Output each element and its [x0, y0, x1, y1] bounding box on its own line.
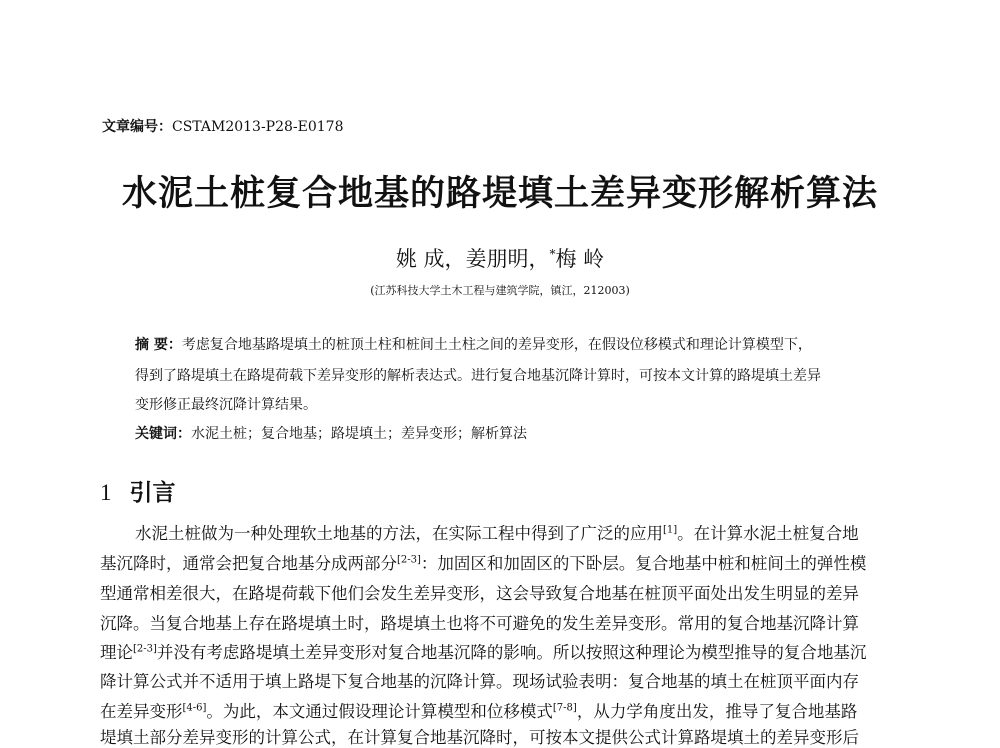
author-corresponding: 梅 岭: [555, 247, 605, 271]
abstract-text-1: 考虑复合地基路堤填土的桩顶土柱和桩间土土柱之间的差异变形，在假设位移模式和理论计算模型下，: [181, 337, 812, 353]
body-text: ：加固区和加固区的下卧层。复合地基中桩和桩间土的弹性模: [420, 554, 867, 573]
body-text: 。为此，本文通过假设理论计算模型和位移模式: [206, 702, 553, 721]
body-line-2: [100, 550, 866, 574]
body-line-8: 堤填土部分差异变形的计算公式，在计算复合地基沉降时，可按本文提供公式计算路堤填土的差异变形后: [100, 728, 859, 747]
body-text: 。在计算水泥土桩复合地: [677, 524, 859, 543]
abstract-line-3: 变形修正最终沉降计算结果。: [135, 397, 317, 413]
paper-title: 水泥土桩复合地基的路堤填土差异变形解析算法: [121, 174, 878, 214]
keywords-label: 关键词：: [135, 426, 191, 442]
abstract-label: 摘 要：: [135, 337, 182, 353]
author-names: 姚 成，姜朋明，: [395, 247, 550, 271]
body-text: 在差异变形: [100, 702, 183, 721]
body-line-7: [100, 698, 857, 722]
article-number-value: CSTAM2013-P28-E0178: [172, 119, 344, 135]
body-text: ，从力学角度出发，推导了复合地基路: [576, 702, 858, 721]
keywords-line: [135, 423, 527, 443]
section-title: 引言: [129, 480, 176, 506]
body-line-3: 型通常相差很大，在路堤荷载下他们会发生差异变形，这会导致复合地基在桩顶平面处出发生明显的差异: [100, 584, 859, 603]
body-line-1: [135, 520, 859, 544]
article-number: [102, 116, 344, 136]
keywords-text: 水泥土桩；复合地基；路堤填土；差异变形；解析算法: [191, 426, 527, 442]
authors: [0, 243, 1000, 273]
body-text: 基沉降时，通常会把复合地基分成两部分: [100, 554, 397, 573]
body-text: 并没有考虑路堤填土差异变形对复合地基沉降的影响。所以按照这种理论为模型推导的复合地基沉: [156, 643, 867, 662]
body-text: 水泥土桩做为一种处理软土地基的方法，在实际工程中得到了广泛的应用: [135, 524, 663, 543]
abstract-line-1: [135, 334, 812, 354]
body-line-4: 沉降。当复合地基上存在路堤填土时，路堤填土也将不可避免的发生差异变形。常用的复合地基沉降计算: [100, 614, 859, 633]
body-line-6: 降计算公式并不适用于填上路堤下复合地基的沉降计算。现场试验表明：复合地基的填土在桩顶平面内存: [100, 672, 859, 691]
citation: [1]: [663, 524, 678, 536]
section-heading: [100, 474, 176, 507]
affiliation: (江苏科技大学土木工程与建筑学院，镇江，212003): [370, 284, 630, 297]
citation: [4-6]: [182, 702, 207, 714]
section-number: 1: [100, 480, 112, 505]
abstract-line-2: 得到了路堤填土在路堤荷载下差异变形的解析表达式。进行复合地基沉降计算时，可按本文计算的路堤填土差异: [135, 368, 821, 384]
article-number-label: 文章编号：: [102, 119, 172, 135]
body-line-5: [100, 639, 866, 663]
citation: [7-8]: [552, 702, 577, 714]
corresponding-author-mark: *: [549, 247, 556, 261]
citation: [2-3]: [397, 554, 421, 566]
citation: [2-3]: [133, 643, 157, 655]
body-text: 理论: [100, 643, 133, 662]
